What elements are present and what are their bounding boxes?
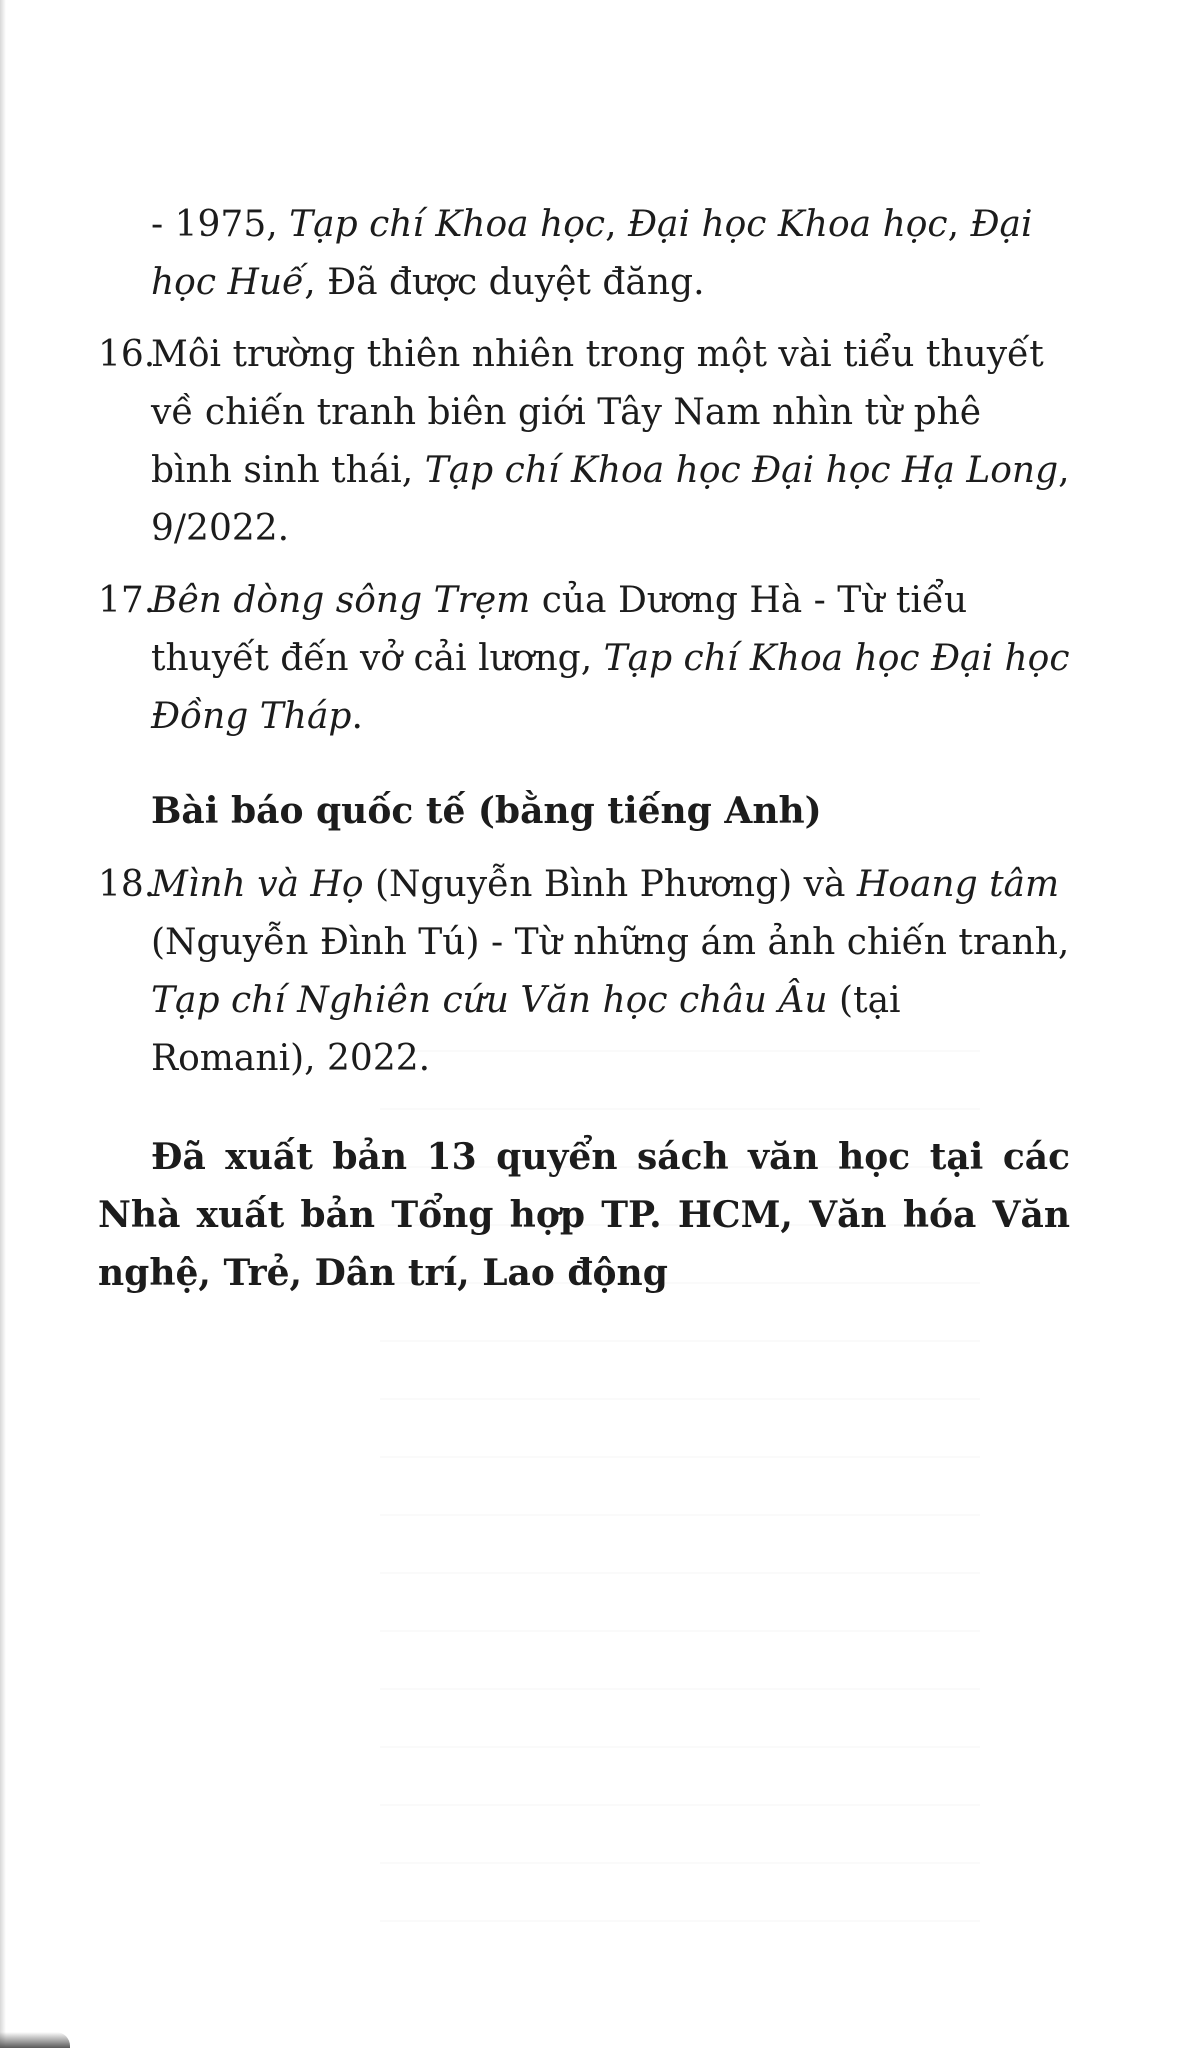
- item-text: [151, 326, 1070, 558]
- text-run: , Đã được duyệt đăng.: [304, 262, 705, 303]
- journal-title: Tạp chí Khoa học Đại học Đồng Tháp: [151, 638, 1070, 737]
- text-run: (Nguyễn Bình Phương) và: [363, 864, 857, 905]
- work-title: Mình và Họ: [151, 864, 364, 905]
- text-run: , 9/2022.: [151, 450, 1070, 549]
- university-name: Đại học Huế: [151, 204, 1033, 303]
- work-title: Bên dòng sông Trẹm: [151, 580, 531, 621]
- text-run: (tại Romani), 2022.: [151, 980, 901, 1079]
- publications-summary: Đã xuất bản 13 quyển sách văn học tại các Nhà xuất bản Tổng hợp TP. HCM, Văn hóa Văn nghệ, Trẻ, Dân trí, Lao động: [98, 1136, 1070, 1294]
- text-run: ,: [605, 204, 628, 245]
- item-number: 16.: [98, 334, 156, 375]
- item-number: 18.: [98, 864, 156, 905]
- journal-title: Tạp chí Nghiên cứu Văn học châu Âu: [151, 980, 828, 1021]
- item-text: [151, 572, 1070, 746]
- section-heading: Bài báo quốc tế (bằng tiếng Anh): [151, 790, 822, 832]
- reference-item-18: [98, 856, 1070, 1088]
- reference-item-16: [98, 326, 1070, 558]
- continued-reference: [98, 196, 1070, 312]
- item-text: [151, 856, 1070, 1088]
- page-content: [98, 196, 1070, 1302]
- text-run: Môi trường thiên nhiên trong một vài tiểu thuyết về chiến tranh biên giới Tây Nam nhìn từ phê bình sinh thái,: [151, 334, 1044, 491]
- page-corner-shadow: [0, 2032, 70, 2048]
- text-run: của Dương Hà - Từ tiểu thuyết đến vở cải lương,: [151, 580, 968, 679]
- journal-title: Tạp chí Khoa học: [289, 204, 606, 245]
- text-run: .: [351, 696, 363, 737]
- text-run: (Nguyễn Đình Tú) - Từ những ám ảnh chiến tranh,: [151, 922, 1070, 963]
- institution-name: Đại học Khoa học: [627, 204, 948, 245]
- text-run: ,: [947, 204, 971, 245]
- journal-title: Tạp chí Khoa học Đại học Hạ Long: [424, 450, 1059, 491]
- work-title: Hoang tâm: [856, 864, 1060, 905]
- text-run: - 1975,: [151, 204, 290, 245]
- item-number: 17.: [98, 580, 156, 621]
- page-left-edge: [0, 0, 6, 2048]
- reference-item-17: [98, 572, 1070, 746]
